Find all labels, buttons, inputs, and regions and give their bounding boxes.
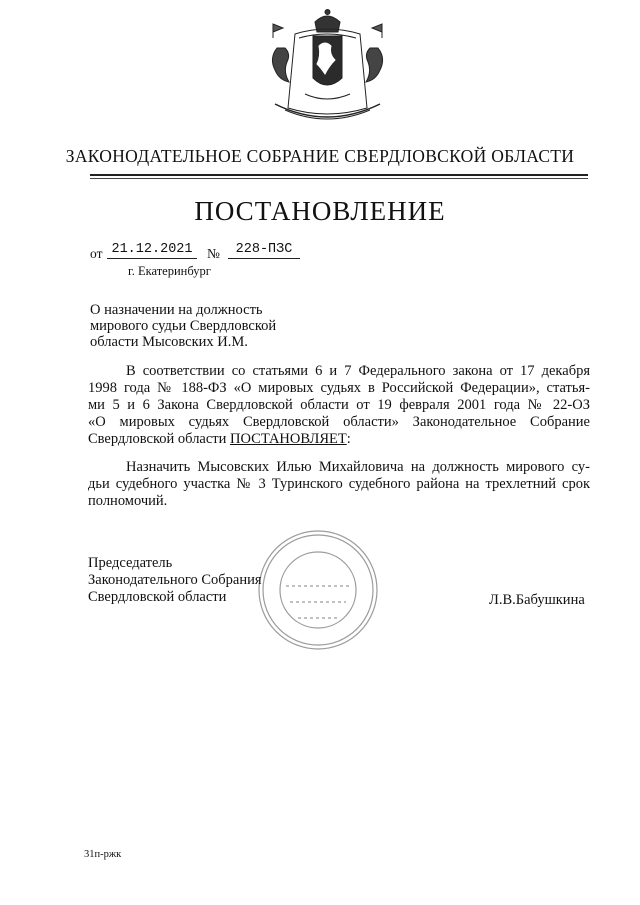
paragraph-line: полномочий.: [88, 493, 168, 509]
date-label: от: [90, 246, 103, 261]
paragraph-text: :: [346, 431, 351, 447]
paragraph-resolution: [88, 459, 590, 510]
signatory-name: Л.В.Бабушкина: [489, 592, 585, 608]
signatory-position: [88, 555, 262, 606]
paragraph-text: Свердловской области: [88, 431, 231, 447]
position-line: Председатель: [88, 555, 173, 571]
seal-stamp-icon: [256, 528, 380, 652]
resolves-keyword: ПОСТАНОВЛЯЕТ: [230, 431, 347, 447]
paragraph-line: В соответствии со статьями 6 и 7 Федерального закона от 17 декабря: [126, 363, 590, 379]
organization-name: ЗАКОНОДАТЕЛЬНОЕ СОБРАНИЕ СВЕРДЛОВСКОЙ ОБЛАСТИ: [65, 146, 575, 166]
paragraph-line: «О мировых судьях Свердловской области» Законодательное Собрание: [88, 414, 590, 430]
document-date: 21.12.2021: [107, 242, 197, 259]
document-subject: [90, 302, 350, 350]
position-line: Свердловской области: [88, 589, 227, 605]
coat-of-arms-icon: [255, 8, 400, 126]
header-rule-thin: [90, 178, 588, 179]
city: г. Екатеринбург: [128, 264, 211, 278]
paragraph-line: [88, 431, 590, 448]
document-number: 228-ПЗС: [228, 242, 300, 259]
subject-line: О назначении на должность: [90, 302, 263, 318]
paragraph-line: Назначить Мысовских Илью Михайловича на должность мирового су-: [126, 459, 590, 475]
subject-line: области Мысовских И.М.: [90, 334, 248, 350]
document-title: ПОСТАНОВЛЕНИЕ: [194, 196, 446, 226]
document-code: 31п-ржк: [84, 849, 122, 860]
paragraph-line: ми 5 и 6 Закона Свердловской области от 19 февраля 2001 года № 22-ОЗ: [88, 397, 590, 413]
paragraph-line: дьи судебного участка № 3 Туринского судебного района на трехлетний срок: [88, 476, 590, 492]
header-rule-thick: [90, 174, 588, 176]
paragraph-basis: [88, 363, 590, 448]
paragraph-line: 1998 года № 188-ФЗ «О мировых судьях в Российской Федерации», статья-: [88, 380, 590, 396]
position-line: Законодательного Собрания: [88, 572, 262, 588]
number-label: №: [207, 246, 220, 261]
subject-line: мирового судьи Свердловской: [90, 318, 277, 334]
